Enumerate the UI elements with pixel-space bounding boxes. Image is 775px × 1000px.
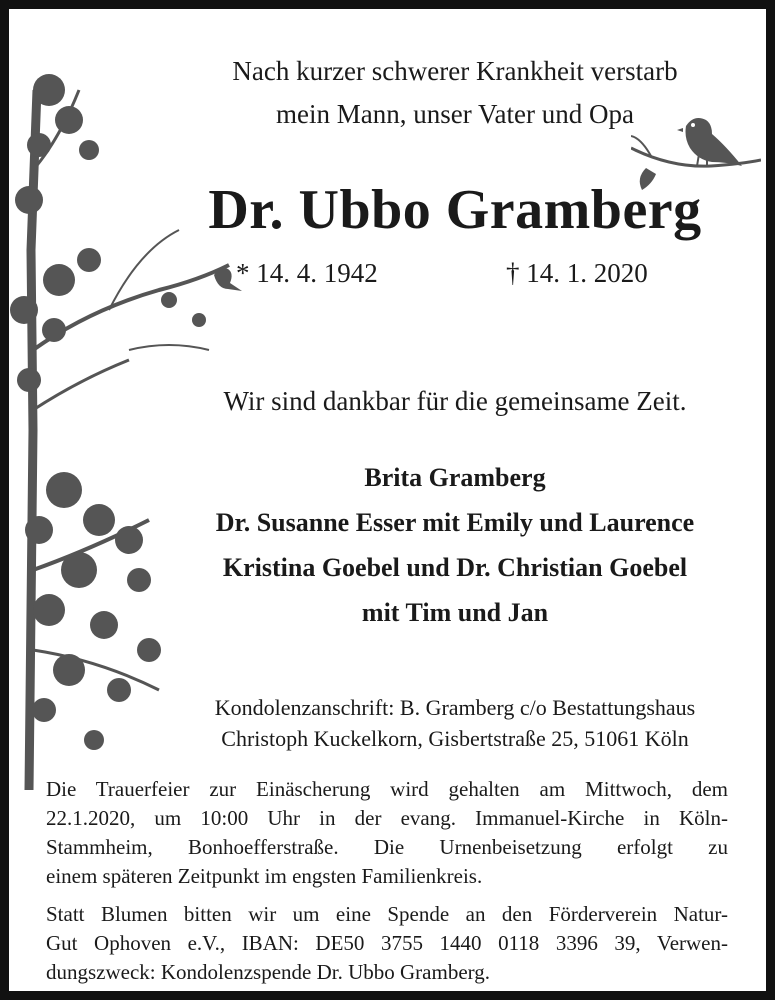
donation-paragraph [46,900,728,987]
ceremony-line: 22.1.2020, um 10:00 Uhr in der evang. Immanuel-Kirche in Köln- [46,806,728,830]
family-list [160,455,750,635]
ceremony-line: Die Trauerfeier zur Einäscherung wird gehalten am Mittwoch, dem [46,777,728,801]
condolence-line-1: Kondolenzanschrift: B. Gramberg c/o Bestattungshaus [214,695,696,720]
deceased-name: Dr. Ubbo Gramberg [208,179,702,241]
intro-text [160,50,750,136]
ceremony-line: einem späteren Zeitpunkt im engsten Familienkreis. [46,864,483,888]
family-member: mit Tim und Jan [361,598,549,627]
ceremony-paragraph [46,775,728,891]
death-date: † 14. 1. 2020 [506,258,648,288]
donation-line: Gut Ophoven e.V., IBAN: DE50 3755 1440 0118 3396 39, Verwen- [46,931,728,955]
condolence-address [160,692,750,754]
tree-illustration [9,50,259,790]
intro-line-2: mein Mann, unser Vater und Opa [276,99,634,129]
thanks-line: Wir sind dankbar für die gemeinsame Zeit. [223,386,687,416]
condolence-line-2: Christoph Kuckelkorn, Gisbertstraße 25, 51061 Köln [221,726,689,751]
family-member: Brita Gramberg [364,463,546,492]
donation-line: Statt Blumen bitten wir um eine Spende an den Förderverein Natur- [46,902,728,926]
family-member: Dr. Susanne Esser mit Emily und Laurence [215,508,695,537]
ceremony-line: Stammheim, Bonhoefferstraße. Die Urnenbeisetzung erfolgt zu [46,835,728,859]
donation-line: dungszweck: Kondolenzspende Dr. Ubbo Gramberg. [46,960,491,984]
birth-date: * 14. 4. 1942 [236,258,378,288]
intro-line-1: Nach kurzer schwerer Krankheit verstarb [232,56,678,86]
family-member: Kristina Goebel und Dr. Christian Goebel [222,553,688,582]
